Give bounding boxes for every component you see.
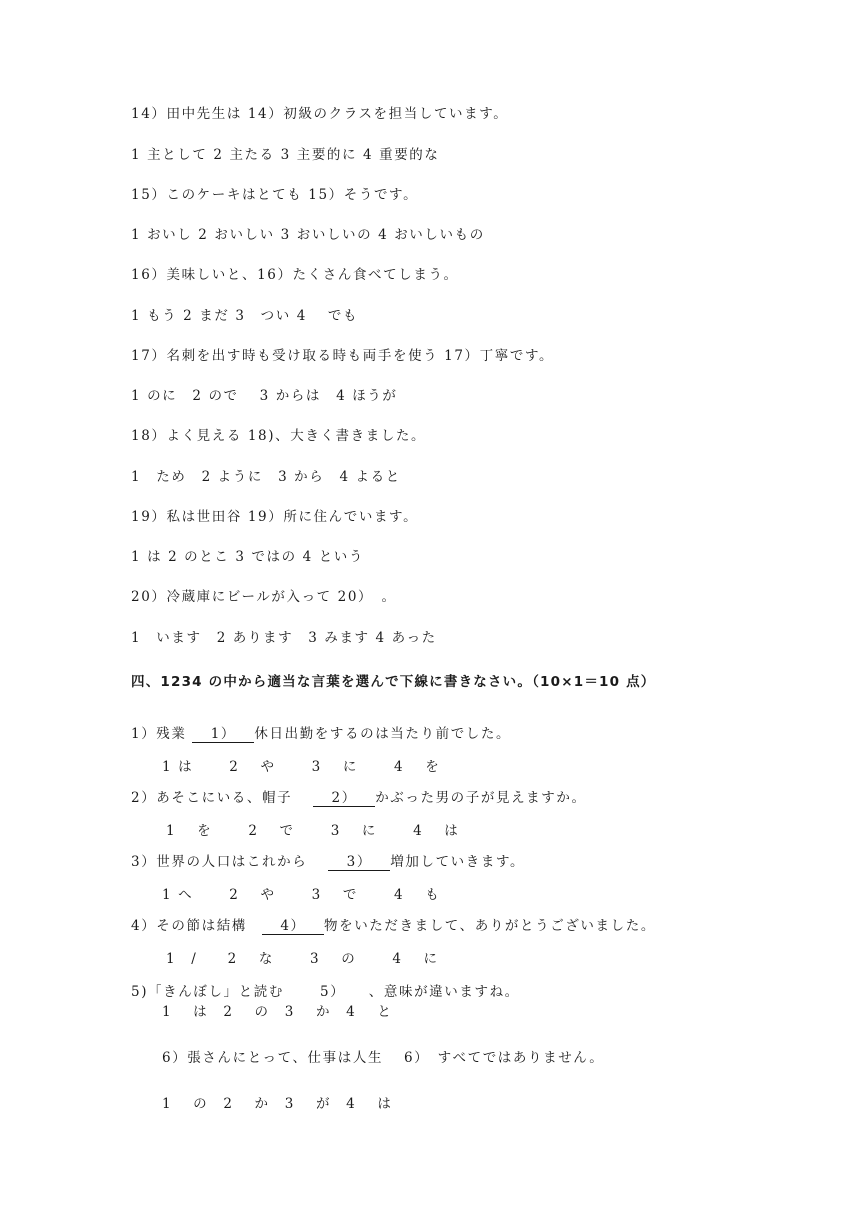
section-4-heading: 四、1234 の中から適当な言葉を選んで下線に書きなさい。（10×1＝10 点） — [131, 674, 656, 690]
s4-options-5: 1 は 2 の 3 か 4 と — [162, 1004, 393, 1020]
s4-question-1 — [131, 725, 511, 743]
s4-question-4 — [131, 917, 656, 935]
s4-question-5: 5)「きんぼし」と読む 5） 、意味が違いますね。 — [131, 984, 520, 1000]
s4-q3-after: 増加していきます。 — [390, 854, 526, 870]
s4-q1-after: 休日出勤をするのは当たり前でした。 — [254, 726, 512, 742]
s4-q1-blank[interactable]: 1） — [192, 726, 254, 743]
s4-q4-blank[interactable]: 4） — [262, 918, 324, 935]
question-18: 18）よく見える 18)、大きく書きました。 — [131, 428, 427, 444]
s4-q3-blank[interactable]: 3） — [328, 854, 390, 871]
options-18: 1 ため 2 ように 3 から 4 よると — [131, 469, 401, 485]
s4-question-2 — [131, 789, 587, 807]
s4-q1-before: 1）残業 — [131, 726, 193, 742]
question-19: 19）私は世田谷 19）所に住んでいます。 — [131, 509, 419, 525]
question-15: 15）このケーキはとても 15）そうです。 — [131, 187, 419, 203]
options-15: 1 おいし 2 おいしい 3 おいしいの 4 おいしいもの — [131, 227, 485, 243]
s4-q2-after: かぶった男の子が見えますか。 — [375, 790, 587, 806]
s4-question-3 — [131, 853, 525, 871]
question-20: 20）冷蔵庫にビールが入って 20） 。 — [131, 589, 397, 605]
s4-options-3: 1 へ 2 や 3 で 4 も — [162, 887, 441, 903]
options-14: 1 主として 2 主たる 3 主要的に 4 重要的な — [131, 147, 440, 163]
s4-options-6: 1 の 2 か 3 が 4 は — [162, 1096, 393, 1112]
s4-options-1: 1 は 2 や 3 に 4 を — [162, 759, 441, 775]
s4-q3-before: 3）世界の人口はこれから — [131, 854, 329, 870]
options-19: 1 は 2 のとこ 3 ではの 4 という — [131, 549, 364, 565]
s4-question-6: 6）張さんにとって、仕事は人生 6） すべてではありません。 — [162, 1050, 605, 1066]
options-17: 1 のに 2 ので 3 からは 4 ほうが — [131, 388, 398, 404]
question-17: 17）名刺を出す時も受け取る時も両手を使う 17）丁寧です。 — [131, 348, 555, 364]
question-16: 16）美味しいと、16）たくさん食べてしまう。 — [131, 267, 459, 283]
s4-q2-blank[interactable]: 2） — [313, 790, 375, 807]
s4-q4-after: 物をいただきまして、ありがとうございました。 — [324, 918, 656, 934]
s4-q2-before: 2）あそこにいる、帽子 — [131, 790, 314, 806]
s4-q4-before: 4）その節は結構 — [131, 918, 262, 934]
options-16: 1 もう 2 まだ 3 つい 4 でも — [131, 308, 359, 324]
s4-options-4: 1 / 2 な 3 の 4 に — [166, 951, 439, 967]
s4-options-2: 1 を 2 で 3 に 4 は — [166, 823, 460, 839]
question-14: 14）田中先生は 14）初級のクラスを担当しています。 — [131, 106, 509, 122]
options-20: 1 います 2 あります 3 みます 4 あった — [131, 630, 437, 646]
